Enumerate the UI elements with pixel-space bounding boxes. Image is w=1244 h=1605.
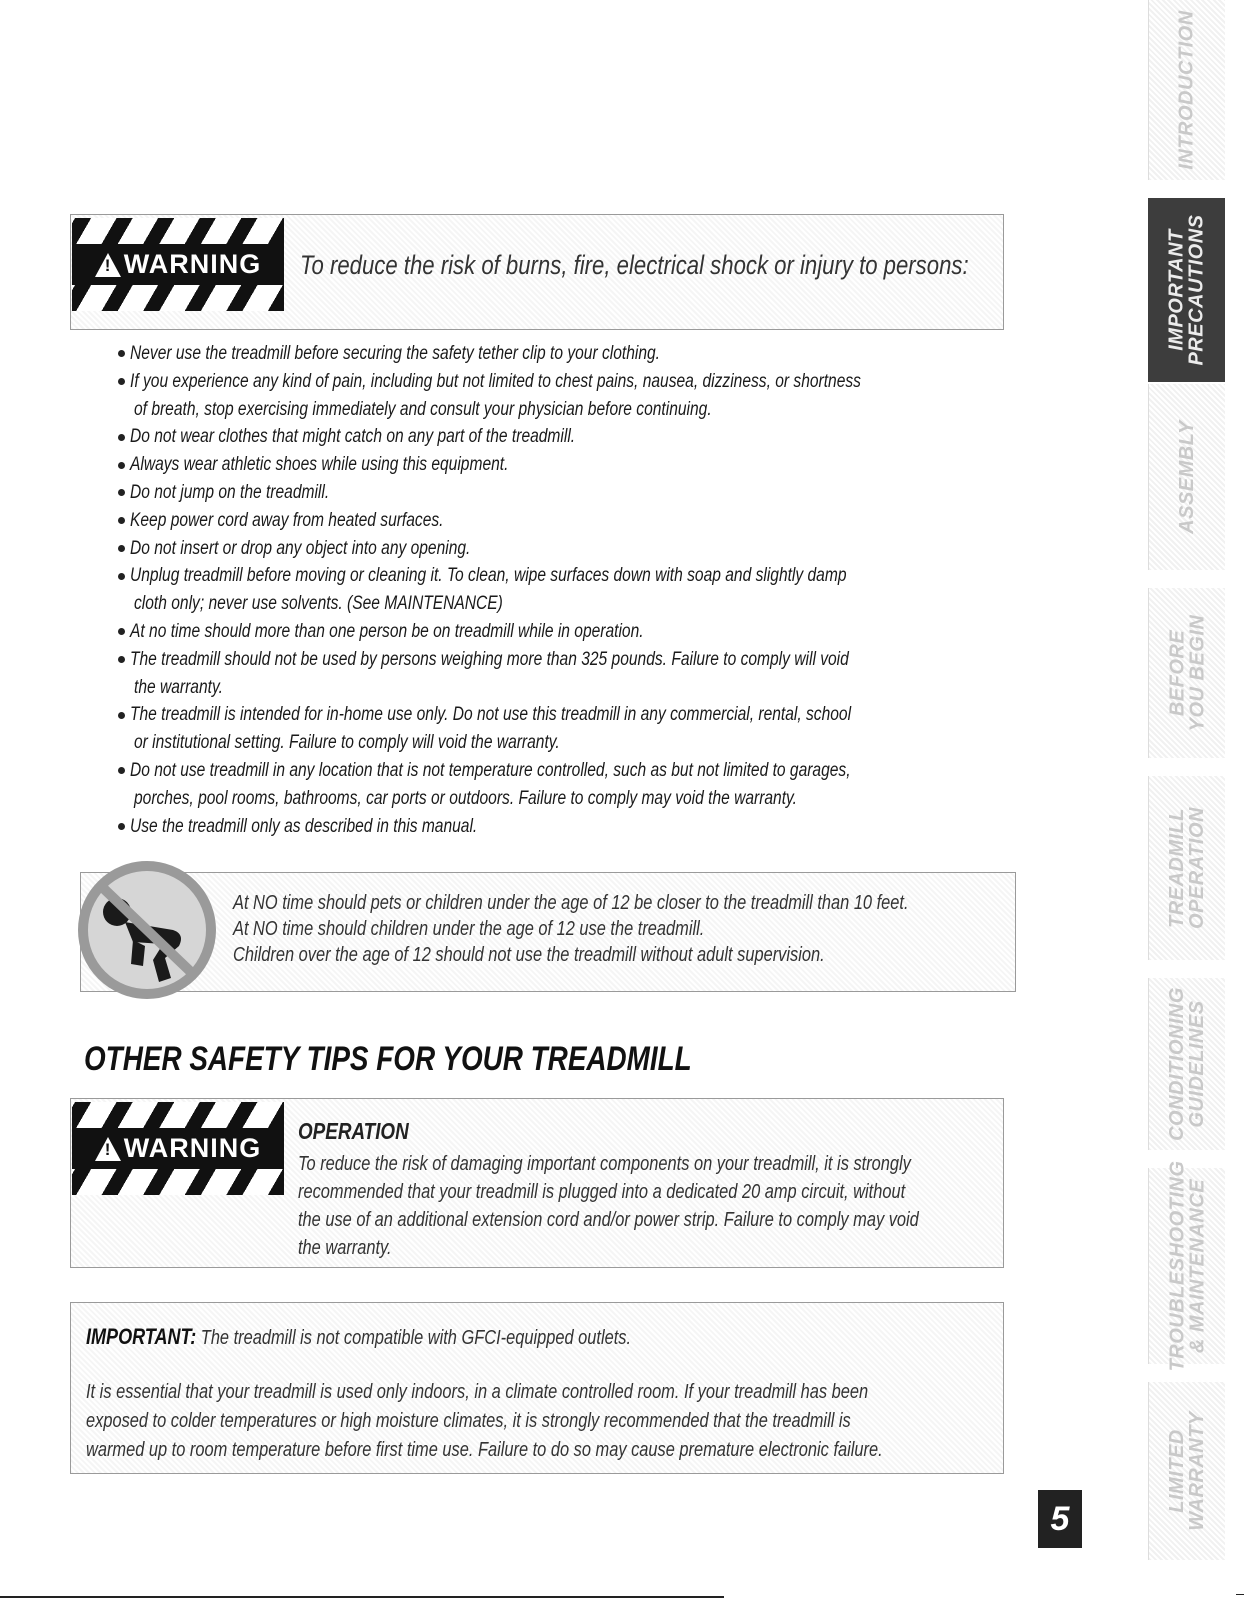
- bullet-item: At no time should more than one person be on treadmill while in operation.: [118, 618, 1038, 646]
- side-tab-troubleshooting[interactable]: [1148, 1160, 1225, 1372]
- side-tab-label: CONDITIONING GUIDELINES: [1166, 987, 1208, 1141]
- side-tab-label: LIMITED WARRANTY: [1166, 1411, 1209, 1531]
- side-tab-label: IMPORTANT PRECAUTIONS: [1166, 214, 1209, 366]
- children-notice-line: At NO time should children under the age of 12 use the treadmill.: [233, 918, 705, 940]
- children-notice-line: At NO time should pets or children under the age of 12 be closer to the treadmill than 10 feet.: [233, 892, 909, 914]
- bullet-dot-icon: [118, 823, 125, 830]
- bullet-dot-icon: [118, 489, 125, 496]
- bullet-dot-icon: [118, 434, 125, 441]
- bullet-item-continued: cloth only; never use solvents. (See MAINTENANCE): [134, 593, 503, 615]
- bullet-dot-icon: [118, 350, 125, 357]
- side-tab-important[interactable]: [1148, 198, 1225, 382]
- bullet-item: The treadmill should not be used by persons weighing more than 325 pounds. Failure to comply will void: [118, 646, 1038, 674]
- important-line: It is essential that your treadmill is used only indoors, in a climate controlled room. If your treadmill has been: [86, 1381, 869, 1403]
- safety-bullet-list: [118, 340, 1038, 840]
- warning-triangle-icon: [95, 1137, 121, 1161]
- warning-heading-text: To reduce the risk of burns, fire, electrical shock or injury to persons:: [300, 250, 969, 280]
- bullet-item: Unplug treadmill before moving or cleaning it. To clean, wipe surfaces down with soap and slightly damp: [118, 562, 1038, 590]
- bullet-item: If you experience any kind of pain, including but not limited to chest pains, nausea, dizziness, or shortness: [118, 368, 1038, 396]
- warning-badge: ! WARNING: [72, 218, 284, 311]
- bullet-dot-icon: [118, 712, 125, 719]
- operation-heading: OPERATION: [298, 1118, 409, 1144]
- bullet-dot-icon: [118, 462, 125, 469]
- no-children-icon: [75, 860, 220, 1000]
- bullet-item: Do not wear clothes that might catch on any part of the treadmill.: [118, 423, 1038, 451]
- important-text: [86, 1378, 1058, 1465]
- page-number: 5: [1038, 1490, 1082, 1548]
- important-label: IMPORTANT:: [86, 1324, 197, 1349]
- side-tab-label: INTRODUCTION: [1176, 10, 1199, 170]
- bullet-item: Do not insert or drop any object into any opening.: [118, 535, 1038, 563]
- bullet-item-continued: the warranty.: [134, 676, 223, 698]
- operation-line: To reduce the risk of damaging important components on your treadmill, it is strongly: [298, 1153, 911, 1175]
- bullet-dot-icon: [118, 573, 125, 580]
- operation-line: the warranty.: [298, 1237, 392, 1259]
- bullet-item-continued: of breath, stop exercising immediately and consult your physician before continuing.: [134, 398, 712, 420]
- bullet-dot-icon: [118, 628, 125, 635]
- bullet-dot-icon: [118, 517, 125, 524]
- bullet-item: Always wear athletic shoes while using this equipment.: [118, 451, 1038, 479]
- side-tab-label: BEFORE YOU BEGIN: [1166, 614, 1208, 732]
- bullet-dot-icon: [118, 656, 125, 663]
- operation-text: [298, 1150, 1055, 1262]
- bullet-item: Never use the treadmill before securing the safety tether clip to your clothing.: [118, 340, 1038, 368]
- side-tab-treadmill[interactable]: [1148, 776, 1225, 960]
- bottom-rule: [0, 1596, 724, 1598]
- bullet-item: Use the treadmill only as described in this manual.: [118, 813, 1038, 841]
- operation-line: recommended that your treadmill is plugged into a dedicated 20 amp circuit, without: [298, 1181, 906, 1203]
- important-line: warmed up to room temperature before first time use. Failure to do so may cause premature electronic failure.: [86, 1439, 883, 1461]
- warning-triangle-icon: [95, 253, 121, 277]
- side-tab-conditioning[interactable]: [1148, 978, 1225, 1150]
- children-notice-text: [233, 890, 1057, 968]
- children-notice-line: Children over the age of 12 should not use the treadmill without adult supervision.: [233, 944, 825, 966]
- bullet-item: Keep power cord away from heated surfaces.: [118, 507, 1038, 535]
- side-tab-introduction[interactable]: [1148, 0, 1225, 180]
- bullet-item: Do not use treadmill in any location that is not temperature controlled, such as but not limited to garages,: [118, 757, 1038, 785]
- operation-warning-badge: ! WARNING: [72, 1102, 284, 1195]
- section-title: OTHER SAFETY TIPS FOR YOUR TREADMILL: [84, 1040, 692, 1078]
- side-tab-assembly[interactable]: [1148, 384, 1225, 570]
- side-tab-before[interactable]: [1148, 588, 1225, 758]
- important-line: exposed to colder temperatures or high moisture climates, it is strongly recommended that the treadmill is: [86, 1410, 851, 1432]
- bullet-dot-icon: [118, 378, 125, 385]
- bullet-item-continued: porches, pool rooms, bathrooms, car ports or outdoors. Failure to comply may void the warranty.: [134, 787, 798, 809]
- bullet-dot-icon: [118, 767, 125, 774]
- bullet-dot-icon: [118, 545, 125, 552]
- side-tab-label: TROUBLESHOOTING & MAINTENANCE: [1166, 1160, 1208, 1372]
- bullet-item-continued: or institutional setting. Failure to comply will void the warranty.: [134, 732, 560, 754]
- operation-line: the use of an additional extension cord and/or power strip. Failure to comply may void: [298, 1209, 919, 1231]
- side-tab-limited[interactable]: [1148, 1382, 1225, 1560]
- side-tab-label: ASSEMBLY: [1176, 420, 1199, 534]
- side-tab-label: TREADMILL OPERATION: [1166, 807, 1209, 929]
- important-first-line: IMPORTANT: The treadmill is not compatible with GFCI-equipped outlets.: [86, 1324, 632, 1349]
- bullet-item: The treadmill is intended for in-home use only. Do not use this treadmill in any commercial, rental, school: [118, 701, 1038, 729]
- bullet-item: Do not jump on the treadmill.: [118, 479, 1038, 507]
- bottom-rule-right: [1236, 1594, 1244, 1595]
- side-tab-nav: [1148, 0, 1224, 1605]
